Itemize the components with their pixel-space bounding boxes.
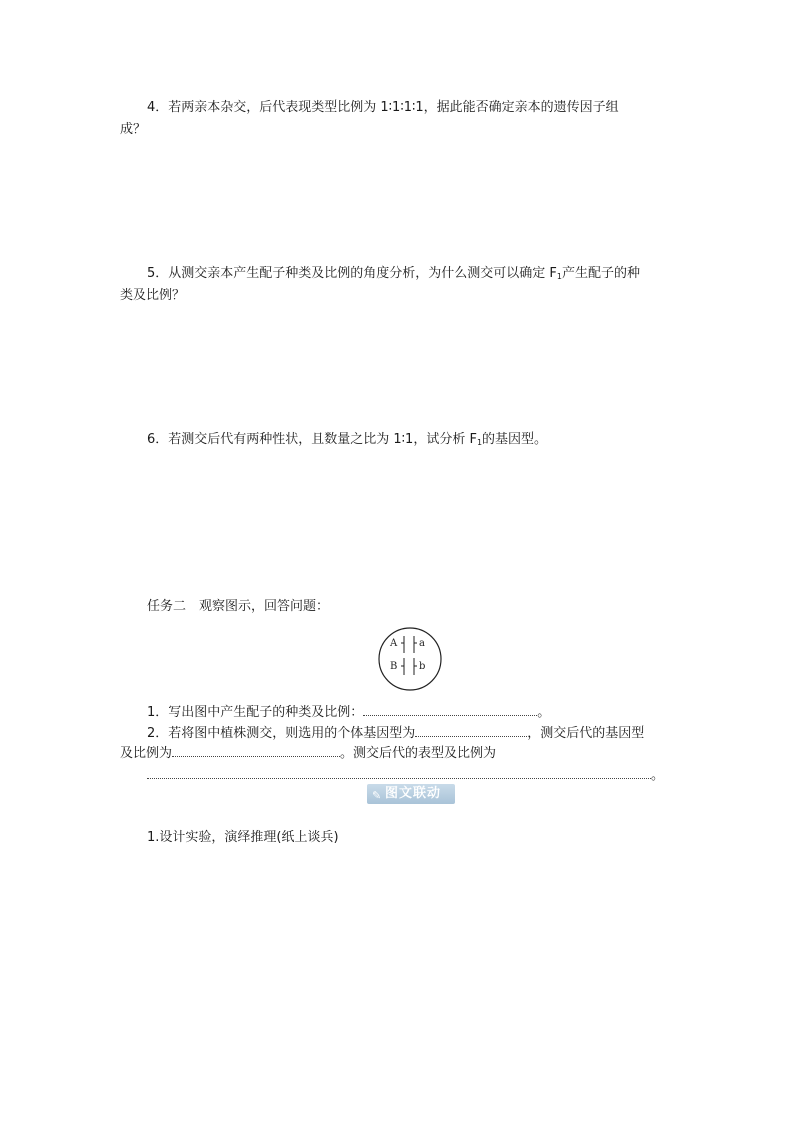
allele-label: b (419, 661, 426, 672)
question-6-text-a: 6．若测交后代有两种性状，且数量之比为 1∶1，试分析 F (147, 432, 477, 447)
subscript: 1 (476, 438, 483, 447)
allele-label: A (390, 638, 398, 649)
question-5-text-a: 5．从测交亲本产生配子种类及比例的角度分析，为什么测交可以确定 F (147, 266, 557, 281)
answer-blank[interactable] (415, 722, 527, 737)
cell-outline (379, 628, 441, 690)
answer-blank[interactable] (172, 742, 340, 757)
question-5-line-2: 类及比例？ (120, 288, 186, 303)
task-2-q1-text: 1．写出图中产生配子的种类及比例： (147, 705, 364, 720)
task-2-question-1 (147, 701, 550, 723)
task-2-question-2-line-2 (120, 742, 496, 764)
answer-blank[interactable] (363, 701, 537, 716)
task-2-q2-text-b: ，测交后代的基因型 (527, 726, 645, 741)
task-2-title: 任务二 观察图示，回答问题： (147, 599, 330, 614)
task-2-q2-text-a: 2．若将图中植株测交，则选用的个体基因型为 (147, 726, 416, 741)
allele-label: a (419, 638, 425, 649)
task-2-question-2-line-1 (147, 722, 644, 744)
badge-label: 图文联动 (385, 786, 442, 801)
pencil-icon: ✎ (372, 789, 383, 802)
task-2-q2-text-d: 。测交后代的表型及比例为 (340, 746, 497, 761)
question-5-text-b: 产生配子的种 (561, 266, 640, 281)
question-6 (147, 430, 547, 453)
task-2-q2-text-c: 及比例为 (120, 746, 173, 761)
allele-label: B (390, 661, 398, 672)
question-5-line-1 (147, 264, 640, 287)
section-title: 1.设计实验，演绎推理(纸上谈兵) (147, 830, 339, 845)
question-6-text-b: 的基因型。 (482, 432, 548, 447)
question-4-line-1: 4．若两亲本杂交，后代表现类型比例为 1∶1∶1∶1，据此能否确定亲本的遗传因子组 (147, 100, 619, 115)
punctuation: 。 (651, 768, 665, 783)
question-4-line-2: 成？ (120, 122, 147, 137)
answer-blank[interactable] (147, 764, 651, 779)
task-2-question-2-line-3 (147, 764, 664, 786)
punctuation: 。 (537, 705, 551, 720)
subscript: 1 (556, 272, 562, 281)
figure-text-link-badge (367, 784, 455, 804)
chromosome-diagram (377, 626, 443, 692)
